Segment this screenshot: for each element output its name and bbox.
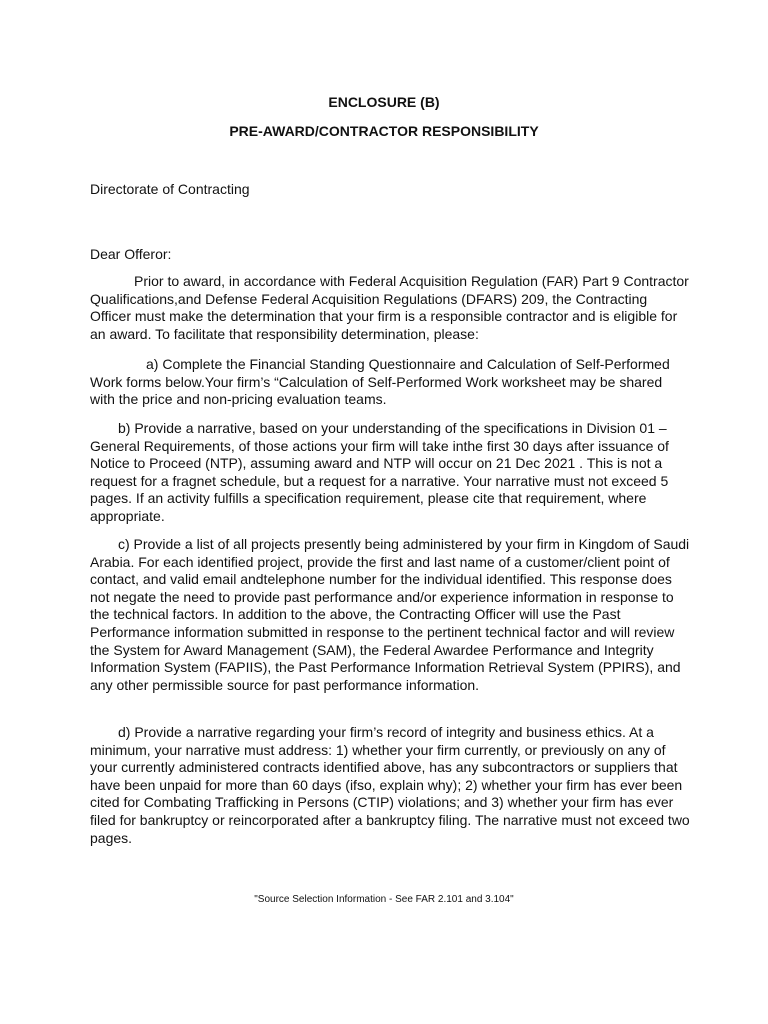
salutation: Dear Offeror: <box>90 246 172 262</box>
item-d-paragraph: d) Provide a narrative regarding your firm’s record of integrity and business ethics. At a minimum, your narrative must address: 1) whether your firm currently, or previously on any of your currently administered contracts identified above, has any subcontractors or suppliers that have been unpaid for more than 60 days (ifso, explain why); 2) whether your firm has ever been cited for Combating Trafficking in Persons (CTIP) violations; and 3) whether your firm has ever filed for bankruptcy or reincorporated after a bankruptcy filing. The narrative must not exceed two pages. <box>90 724 690 846</box>
directorate-line: Directorate of Contracting <box>90 181 250 197</box>
enclosure-heading: ENCLOSURE (B) <box>328 94 440 110</box>
document-title: PRE-AWARD/CONTRACTOR RESPONSIBILITY <box>229 123 539 139</box>
item-b-paragraph: b) Provide a narrative, based on your understanding of the specifications in Division 01 – General Requirements, of those actions your firm will take inthe first 30 days after issuance of Notice to Proceed (NTP), assuming award and NTP will occur on 21 Dec 2021 . This is not a request for a fragnet schedule, but a request for a narrative. Your narrative must not exceed 5 pages. If an activity fulfills a specification requirement, please cite that requirement, where appropriate. <box>90 420 669 524</box>
intro-paragraph: Prior to award, in accordance with Federal Acquisition Regulation (FAR) Part 9 Contractor Qualifications,and Defense Federal Acquisition Regulations (DFARS) 209, the Contracting Officer must make the determination that your firm is a responsible contractor and is eligible for an award. To facilitate that responsibility determination, please: <box>90 273 689 342</box>
item-a-paragraph: a) Complete the Financial Standing Questionnaire and Calculation of Self-Performed Work forms below.Your firm’s “Calculation of Self-Performed Work worksheet may be shared with the price and non-pricing evaluation teams. <box>90 356 670 408</box>
item-c-paragraph: c) Provide a list of all projects presently being administered by your firm in Kingdom of Saudi Arabia. For each identified project, provide the first and last name of a customer/client point of contact, and valid email andtelephone number for the individual identified. This response does not negate the need to provide past performance and/or experience information in response to the technical factors. In addition to the above, the Contracting Officer will use the Past Performance information submitted in response to the pertinent technical factor and will review the System for Award Management (SAM), the Federal Awardee Performance and Integrity Information System (FAPIIS), the Past Performance Information Retrieval System (PPIRS), and any other permissible source for past performance information. <box>90 536 690 693</box>
source-selection-footer: "Source Selection Information - See FAR 2.101 and 3.104" <box>254 894 514 905</box>
